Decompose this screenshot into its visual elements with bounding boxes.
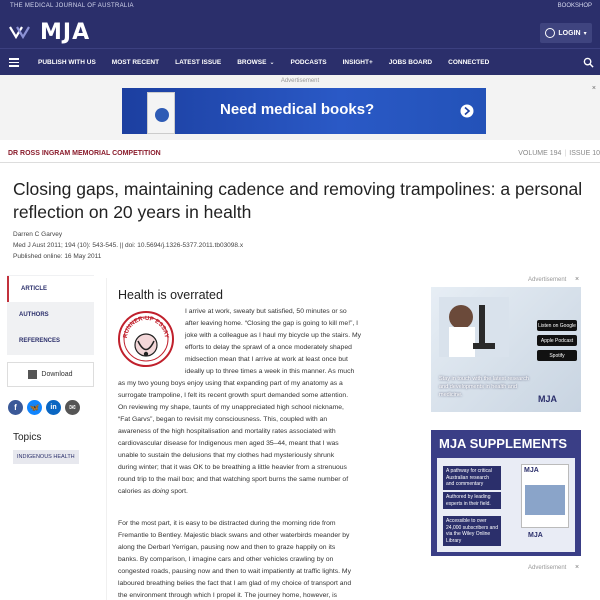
podcast-ad-text: Stay in touch with the latest research and developments in health and medicine. xyxy=(439,376,529,398)
ad-zone xyxy=(0,75,600,140)
nav-item-label: CONNECTED xyxy=(448,59,490,66)
text-line: awareness of the high hospitalisation and mortality rates associated with xyxy=(118,428,336,435)
nav-item-label: JOBS BOARD xyxy=(388,59,433,66)
text-line: as my two young boys enjoy using that expanding part of my anatomy as a xyxy=(118,380,343,387)
close-icon[interactable]: × xyxy=(575,276,580,283)
nav-item-label: PUBLISH WITH US xyxy=(38,59,96,66)
text-line: midsection mean that I arrive at work at least once but xyxy=(185,356,348,363)
text-line: ideally up to three times a week in this manner. As much xyxy=(185,368,355,375)
ad-label: Advertisement xyxy=(280,78,320,84)
nav-item-most-recent[interactable] xyxy=(112,59,159,66)
nav-item-label: MOST RECENT xyxy=(111,59,160,66)
text-line: surrogate trampoline, I felt its recent growth spurt demanded some attention. xyxy=(118,392,349,399)
nav-item-connected[interactable] xyxy=(448,59,489,66)
menu-icon[interactable] xyxy=(9,58,19,66)
google-podcast-badge[interactable]: Listen on Google xyxy=(537,320,577,331)
supplements-ad[interactable] xyxy=(431,430,581,556)
podcast-ad[interactable] xyxy=(431,287,581,412)
supplement-cover xyxy=(521,464,569,528)
text-line: along the Derbarl Yerrigan, pausing now and then to graze happily on its xyxy=(118,544,336,551)
bookshop-link[interactable]: BOOKSHOP xyxy=(557,3,592,9)
supplements-heading: MJA SUPPLEMENTS xyxy=(439,436,568,451)
sidenav-authors[interactable]: AUTHORS xyxy=(19,312,49,318)
author[interactable]: Darren C Garvey xyxy=(13,231,63,238)
microscope-image xyxy=(439,297,509,357)
mja-logo[interactable] xyxy=(9,19,91,45)
logo-chevron-icon xyxy=(9,25,37,39)
nav-item-jobs-board[interactable] xyxy=(389,59,432,66)
ad-label-right-2: Advertisement xyxy=(528,565,567,571)
logo-text: MJA xyxy=(40,19,91,45)
body-heading: Health is overrated xyxy=(118,288,223,302)
article-body xyxy=(106,278,400,600)
pdf-icon xyxy=(28,370,37,379)
book-image xyxy=(147,92,175,134)
citation: Med J Aust 2011; 194 (10): 543-545. || doi: 10.5694/j.1326-5377.2011.tb03098.x xyxy=(13,242,244,249)
search-icon[interactable] xyxy=(583,57,594,68)
email-icon[interactable]: ✉ xyxy=(65,400,80,415)
share-buttons xyxy=(8,400,84,415)
arrow-right-icon xyxy=(460,104,474,118)
nav-item-podcasts[interactable] xyxy=(290,59,326,66)
text-line: laboured breathing belies the fact that I am glad of my choice of transport and xyxy=(118,580,352,587)
login-label: LOGIN xyxy=(558,29,581,37)
text-line: Fremantle to Bentley. Majestic black swans and other waterbirds meander by xyxy=(118,532,350,539)
supplements-blurb-3: Accessible to over 24,000 subscribers and via the Wiley Online Library xyxy=(443,516,501,546)
text-line: I arrive at work, sweaty but satisfied, 50 minutes or so xyxy=(185,308,347,315)
facebook-icon[interactable]: f xyxy=(8,400,23,415)
nav-item-publish-with-us[interactable] xyxy=(38,59,96,66)
paragraph-2 xyxy=(118,518,398,600)
seal-text: RUNNER-UP ESSAY xyxy=(122,315,170,339)
paragraph-1 xyxy=(118,306,398,498)
supplements-blurb-1: A pathway for critical Australian research and commentary xyxy=(443,466,501,490)
chevron-down-icon: ⌄ xyxy=(269,60,275,66)
text-line: after leaving home. “Closing the gap is going to kill me!”, I xyxy=(185,320,359,327)
podcast-mja-logo: MJA xyxy=(538,394,558,404)
header xyxy=(0,15,600,48)
nav-item-browse[interactable] xyxy=(237,59,274,66)
text-line: “Fat Garvs”, began to revisit my consciousness. This, coupled with an xyxy=(118,416,328,423)
sidenav-article[interactable]: ARTICLE xyxy=(7,276,94,302)
text-line: On reviewing my shape, taunts of my unappreciated high school nickname, xyxy=(118,404,344,411)
nav-item-insight[interactable] xyxy=(343,59,373,66)
nav-item-label: INSIGHT+ xyxy=(342,59,373,66)
apple-podcast-badge[interactable]: Apple Podcast xyxy=(537,335,577,346)
cover-logo: MJA xyxy=(524,467,539,474)
close-icon[interactable]: × xyxy=(575,564,580,571)
ad-headline: Need medical books? xyxy=(220,101,375,118)
text-line: unable to sustain the delusions that my clothes had mysteriously shrunk xyxy=(118,452,335,459)
login-button[interactable] xyxy=(540,23,592,43)
sidenav-references[interactable]: REFERENCES xyxy=(19,338,61,344)
download-label: Download xyxy=(41,371,73,378)
issue-label[interactable]: ISSUE 10 xyxy=(569,150,600,157)
text-line: congested roads, pausing now and then to wait impatiently at traffic lights. My xyxy=(118,568,351,575)
topics-heading: Topics xyxy=(13,432,42,443)
supplements-blurb-2: Authored by leading experts in their field. xyxy=(443,492,501,509)
linkedin-icon[interactable]: in xyxy=(46,400,61,415)
spotify-badge[interactable]: Spotify xyxy=(537,350,577,361)
text-line: the environment through which I propel it. The journey home, however, is xyxy=(118,592,338,599)
text-line: banks. By comparison, I imagine cars and other vehicles crawling by on xyxy=(118,556,334,563)
text-line: joke with a colleague as I haul my bicycle up the stairs. My xyxy=(185,332,362,339)
nav-item-label: LATEST ISSUE xyxy=(175,59,222,66)
supplements-mja-logo: MJA xyxy=(528,532,543,539)
main-nav xyxy=(0,48,600,75)
bluesky-icon[interactable]: 🦋 xyxy=(27,400,42,415)
nav-item-label: PODCASTS xyxy=(290,59,327,66)
text-line: round trip to the mail box; and that watching sport burns the same number of xyxy=(118,476,349,483)
close-icon[interactable]: × xyxy=(591,85,596,92)
chevron-down-icon: ▾ xyxy=(583,30,587,37)
page-title: Closing gaps, maintaining cadence and removing trampolines: a personal reflection on 20 years in health xyxy=(13,179,583,222)
issue-info: VOLUME 194 | ISSUE 10 xyxy=(518,150,600,157)
section-title[interactable]: DR ROSS INGRAM MEMORIAL COMPETITION xyxy=(8,150,161,157)
nav-item-label: BROWSE xyxy=(237,59,267,66)
ad-label-right-1: Advertisement xyxy=(528,277,567,283)
volume-label[interactable]: VOLUME 194 xyxy=(518,150,562,157)
text-line: during winter; that it was OK to be breathing a little heavier from a strenuous xyxy=(118,464,347,471)
download-button[interactable] xyxy=(7,362,94,387)
nav-item-latest-issue[interactable] xyxy=(175,59,221,66)
section-bar xyxy=(0,147,600,163)
text-line: For the most part, it is easy to be distracted during the morning ride from xyxy=(118,520,336,527)
topic-tag[interactable]: INDIGENOUS HEALTH xyxy=(13,450,79,464)
top-bar xyxy=(0,0,600,15)
article-sidenav xyxy=(7,275,94,355)
ad-banner[interactable] xyxy=(122,88,486,134)
user-icon xyxy=(545,28,555,38)
text-line: calories as doing sport. xyxy=(118,488,188,495)
text-line: cardiovascular disease for Indigenous men aged 35–44, meant that I was xyxy=(118,440,339,447)
text-line: efforts to delay the sprawl of a once moderately shaped xyxy=(185,344,352,351)
journal-label[interactable]: THE MEDICAL JOURNAL OF AUSTRALIA xyxy=(10,3,134,9)
published-date: Published online: 16 May 2011 xyxy=(13,253,102,260)
